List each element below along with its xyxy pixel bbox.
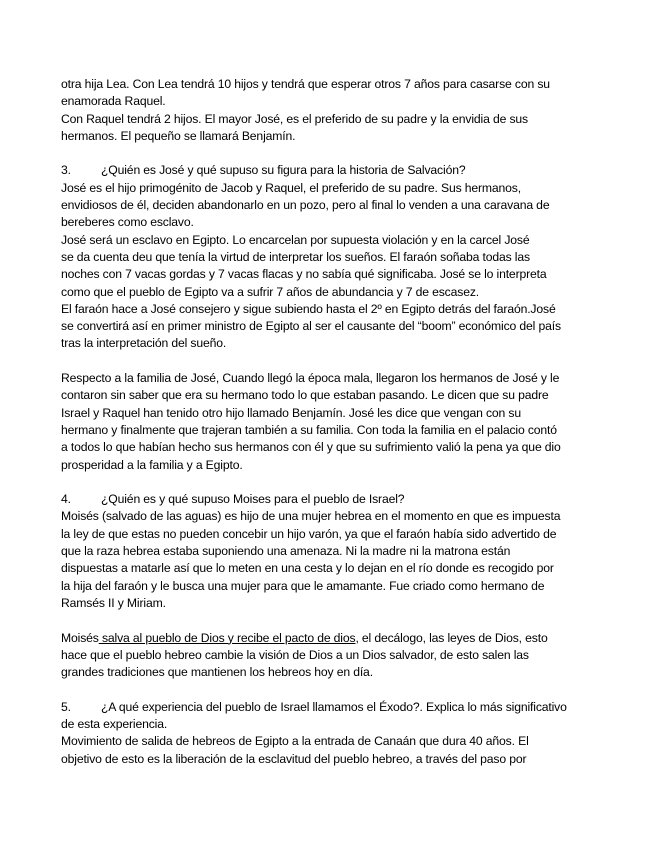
text-line: envidiosos de él, deciden abandonarlo en un pozo, pero al final lo venden a una caravana de: [61, 198, 550, 213]
question-text: ¿Quién es José y qué supuso su figura para la historia de Salvación?: [101, 163, 466, 178]
question-number: 3.: [61, 163, 71, 178]
paragraph-gap: [61, 474, 609, 491]
question-5: [61, 699, 609, 734]
text-line: El faraón hace a José consejero y sigue subiendo hasta el 2º en Egipto detrás del faraón.José: [61, 301, 556, 316]
question-line-cont: de esta experiencia.: [61, 716, 168, 731]
text-line: bereberes como esclavo.: [61, 215, 194, 230]
text-run: Moisés: [61, 630, 99, 645]
underlined-text: salva al pueblo de Dios y recibe el pacto de dios: [98, 630, 356, 645]
paragraph-gap: [61, 145, 609, 162]
text-line: que la raza hebrea estaba suponiendo una amenaza. Ni la madre ni la matrona están: [61, 544, 511, 559]
question-number: 5.: [61, 699, 71, 714]
question-line: [61, 162, 609, 179]
text-line: Israel y Raquel han tenido otro hijo llamado Benjamín. José les dice que vengan con su: [61, 405, 521, 420]
paragraph-gap: [61, 612, 609, 629]
text-line: hermano y finalmente que trajeran también a su familia. Con toda la familia en el palacio contó: [61, 422, 557, 437]
text-line: otra hija Lea. Con Lea tendrá 10 hijos y tendrá que esperar otros 7 años para casarse con su: [61, 77, 550, 91]
question-line: [61, 699, 609, 716]
question-4: [61, 491, 609, 508]
text-line: Movimiento de salida de hebreos de Egipto a la entrada de Canaán que dura 40 años. El: [61, 734, 529, 749]
question-number: 4.: [61, 492, 71, 507]
text-line: contaron sin saber que era su hermano todo lo que estaban pasando. Le dicen que su padre: [61, 388, 549, 403]
text-line: grandes tradiciones que mantienen los hebreos hoy en día.: [61, 665, 373, 680]
text-line: la hija del faraón y le busca una mujer para que le amamante. Fue criado como hermano de: [61, 578, 545, 593]
paragraph-gap: [61, 681, 609, 698]
text-line: hace que el pueblo hebreo cambie la visión de Dios a un Dios salvador, de esto salen las: [61, 647, 529, 662]
text-line: Con Raquel tendrá 2 hijos. El mayor José, es el preferido de su padre y la envidia de sus: [61, 111, 528, 126]
text-line: enamorada Raquel.: [61, 94, 166, 109]
text-line: noches con 7 vacas gordas y 7 vacas flacas y no sabía qué significaba. José se lo interpreta: [61, 267, 547, 282]
text-line: como que el pueblo de Egipto va a sufrir 7 años de abundancia y 7 de escasez.: [61, 284, 480, 299]
text-line: Moisés (salvado de las aguas) es hijo de una mujer hebrea en el momento en que es impuesta: [61, 509, 561, 524]
text-line: tras la interpretación del sueño.: [61, 336, 227, 351]
answer-5-exodo: [61, 733, 609, 768]
text-run: , el decálogo, las leyes de Dios, esto: [355, 630, 548, 645]
answer-3-family: [61, 370, 609, 474]
text-line: prosperidad a la familia y a Egipto.: [61, 457, 243, 472]
text-line: dispuestas a matarle así que lo meten en una cesta y lo dejan en el río donde es recogido por: [61, 561, 554, 576]
text-line: Ramsés II y Miriam.: [61, 595, 166, 610]
answer-4-moises: [61, 508, 609, 612]
paragraph-gap: [61, 353, 609, 370]
text-line: la ley de que estas no pueden concebir un hijo varón, ya que el faraón había sido advertido de: [61, 526, 557, 541]
question-text: ¿A qué experiencia del pueblo de Israel llamamos el Éxodo?. Explica lo más significativo: [101, 699, 567, 714]
text-line: se da cuenta deu que tenía la virtud de interpretar los sueños. El faraón soñaba todas las: [61, 249, 530, 264]
text-line: José será un esclavo en Egipto. Lo encarcelan por supuesta violación y en la carcel José: [61, 232, 530, 247]
text-line: se convertirá así en primer ministro de Egipto al ser el causante del “boom” económico del país: [61, 319, 561, 334]
text-line: Respecto a la familia de José, Cuando llegó la época mala, llegaron los hermanos de José y le: [61, 371, 560, 386]
answer-3-jose: [61, 180, 609, 353]
question-line: [61, 491, 609, 508]
text-line: [61, 630, 609, 647]
text-line: objetivo de esto es la liberación de la esclavitud del pueblo hebreo, a través del paso por: [61, 751, 527, 766]
text-line: José es el hijo primogénito de Jacob y Raquel, el preferido de su padre. Sus hermanos,: [61, 180, 521, 195]
text-line: hermanos. El pequeño se llamará Benjamín.: [61, 128, 296, 143]
answer-4-pacto: [61, 630, 609, 682]
question-text: ¿Quién es y qué supuso Moises para el pueblo de Israel?: [101, 492, 405, 507]
question-3: [61, 162, 609, 179]
paragraph-lea-raquel: [61, 76, 609, 145]
document-page: [61, 76, 609, 768]
text-line: a todos lo que habían hecho sus hermanos con él y que su sufrimiento valió la pena ya que dio: [61, 440, 561, 455]
